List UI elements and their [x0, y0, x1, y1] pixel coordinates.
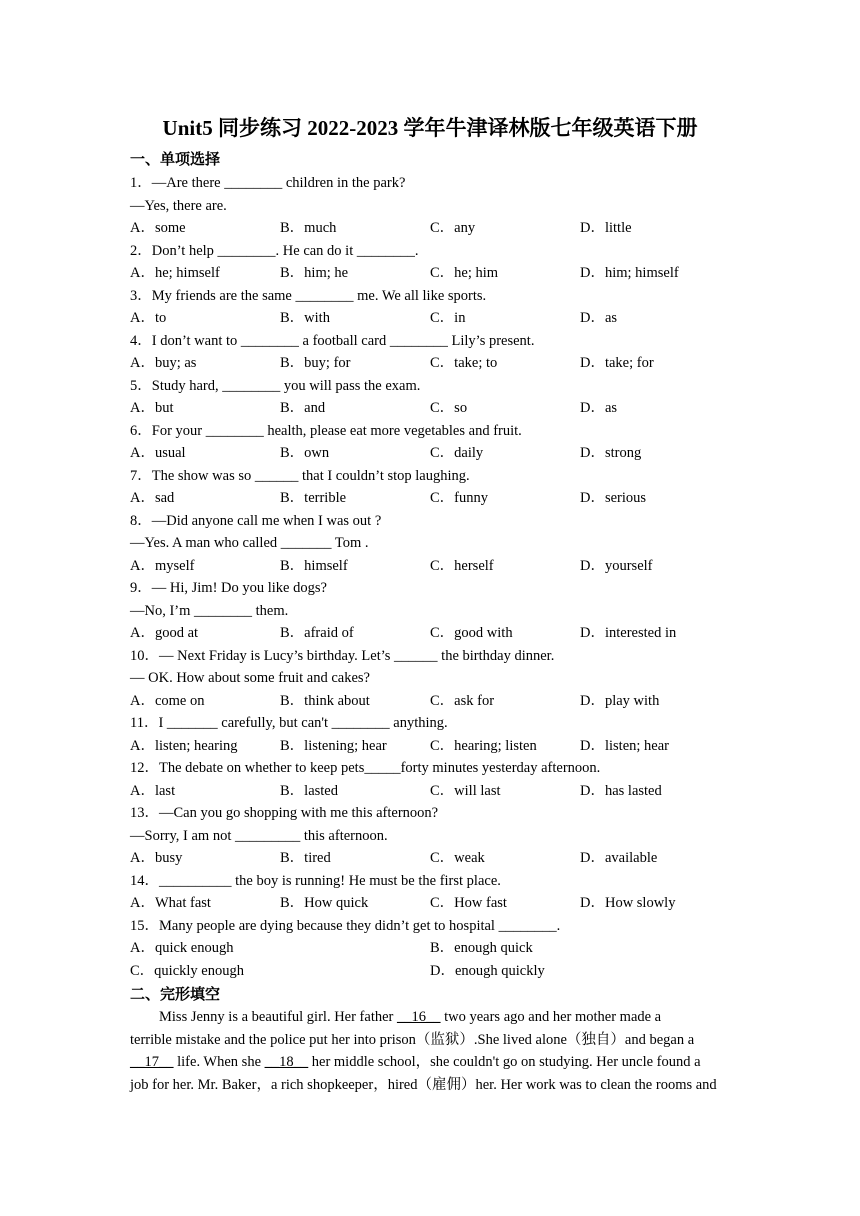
question-stem: 11．I _______ carefully, but can't ________ anything.	[130, 715, 448, 731]
question-stem: 14．__________ the boy is running! He must be the first place.	[130, 872, 501, 889]
passage-line: terrible mistake and the police put her into prison（监狱）.She lived alone（独自）and began a	[130, 1031, 695, 1048]
answer-option: A．good at	[130, 625, 199, 641]
question-stem: 1．—Are there ________ children in the park?	[130, 175, 406, 191]
answer-option: D．enough quickly	[430, 962, 545, 979]
answer-option: C．take; to	[430, 355, 498, 371]
answer-option: A．sad	[130, 490, 175, 506]
answer-option: B．much	[280, 220, 337, 236]
answer-option: C．herself	[430, 557, 494, 574]
answer-option: B．afraid of	[280, 625, 354, 641]
answer-option: C．so	[430, 400, 468, 416]
question-stem: 10．— Next Friday is Lucy’s birthday. Let’s ______ the birthday dinner.	[130, 647, 555, 664]
blank-18: __18__	[264, 1054, 309, 1070]
answer-option: B．lasted	[280, 782, 338, 799]
answer-option: C．in	[430, 310, 466, 326]
question-stem: 15．Many people are dying because they didn’t get to hospital ________.	[130, 917, 561, 934]
question-stem: 13．—Can you go shopping with me this afternoon?	[130, 805, 439, 821]
answer-option: C．ask for	[430, 692, 495, 709]
question-stem: 6．For your ________ health, please eat more vegetables and fruit.	[130, 422, 522, 439]
answer-option: B．himself	[280, 557, 348, 574]
question-reply: —Yes, there are.	[130, 197, 227, 214]
cloze-passage	[130, 1006, 730, 1096]
answer-option: A．some	[130, 220, 186, 236]
answer-option: D．serious	[580, 490, 647, 506]
page-title: Unit5 同步练习 2022-2023 学年牛津译林版七年级英语下册	[162, 116, 698, 140]
question-reply: —Sorry, I am not _________ this afternoon.	[130, 827, 388, 844]
answer-option: D．interested in	[580, 625, 677, 641]
answer-option: C．good with	[430, 625, 513, 641]
answer-option: D．little	[580, 220, 632, 236]
answer-option: A．quick enough	[130, 940, 234, 956]
passage-line: __17__ life. When she __18__ her middle school，she couldn't go on studying. Her uncle found a	[130, 1054, 701, 1070]
answer-option: C．will last	[430, 782, 501, 799]
passage-line: job for her. Mr. Baker，a rich shopkeeper，hired（雇佣）her. Her work was to clean the rooms and	[130, 1076, 717, 1093]
answer-option: A．but	[130, 400, 174, 416]
answer-option: B．think about	[280, 692, 370, 709]
answer-option: A．What fast	[130, 895, 211, 911]
answer-option: C．How fast	[430, 895, 507, 911]
answer-option: A．he; himself	[130, 265, 220, 281]
section-heading-multiple-choice: 一、单项选择	[130, 150, 221, 168]
question-stem: 9．— Hi, Jim! Do you like dogs?	[130, 580, 327, 596]
answer-option: B．him; he	[280, 265, 349, 281]
answer-option: D．has lasted	[580, 782, 662, 799]
answer-option: A．myself	[130, 557, 195, 574]
answer-option: B．and	[280, 400, 326, 416]
answer-option: A．busy	[130, 850, 183, 866]
answer-option: D．as	[580, 400, 618, 416]
section-heading-cloze: 二、完形填空	[130, 985, 221, 1003]
answer-option: D．How slowly	[580, 895, 676, 911]
answer-option: D．as	[580, 310, 618, 326]
answer-option: C．daily	[430, 445, 484, 461]
answer-option: A．listen; hearing	[130, 737, 238, 754]
answer-option: C．hearing; listen	[430, 737, 537, 754]
question-reply: —No, I’m ________ them.	[130, 602, 289, 619]
answer-option: D．him; himself	[580, 265, 679, 281]
answer-option: A．to	[130, 310, 167, 326]
question-stem: 3．My friends are the same ________ me. We all like sports.	[130, 287, 487, 304]
passage-line: Miss Jenny is a beautiful girl. Her father __16__ two years ago and her mother made a	[159, 1009, 662, 1025]
answer-option: B．listening; hear	[280, 737, 387, 754]
answer-option: A．buy; as	[130, 355, 197, 371]
answer-option: A．last	[130, 782, 176, 799]
answer-option: C．funny	[430, 490, 488, 506]
answer-option: B．terrible	[280, 490, 347, 506]
question-stem: 2．Don’t help ________. He can do it ________.	[130, 242, 419, 259]
answer-option: B．How quick	[280, 895, 369, 911]
question-reply: —Yes. A man who called _______ Tom .	[130, 535, 369, 551]
answer-option: C．quickly enough	[130, 962, 244, 979]
answer-option: D．available	[580, 850, 658, 866]
answer-option: B．with	[280, 310, 330, 326]
answer-option: B．tired	[280, 850, 331, 866]
answer-option: A．come on	[130, 692, 205, 709]
answer-option: B．buy; for	[280, 355, 351, 371]
blank-16: __16__	[396, 1009, 441, 1025]
answer-option: A．usual	[130, 445, 186, 461]
blank-17: __17__	[130, 1054, 174, 1070]
answer-option: C．he; him	[430, 265, 499, 281]
answer-option: B．own	[280, 445, 330, 461]
answer-option: D．take; for	[580, 355, 654, 371]
answer-option: D．strong	[580, 445, 642, 461]
question-stem: 7．The show was so ______ that I couldn’t stop laughing.	[130, 467, 470, 484]
answer-option: C．weak	[430, 850, 485, 866]
question-stem: 8．—Did anyone call me when I was out ?	[130, 512, 382, 529]
question-stem: 4．I don’t want to ________ a football card ________ Lily’s present.	[130, 332, 535, 349]
answer-option: D．yourself	[580, 557, 653, 574]
question-reply: — OK. How about some fruit and cakes?	[130, 670, 370, 686]
question-stem: 5．Study hard, ________ you will pass the exam.	[130, 377, 421, 394]
answer-option: D．play with	[580, 692, 660, 709]
answer-option: B．enough quick	[430, 940, 533, 956]
question-stem: 12．The debate on whether to keep pets_____forty minutes yesterday afternoon.	[130, 760, 601, 776]
answer-option: D．listen; hear	[580, 737, 669, 754]
answer-option: C．any	[430, 220, 476, 236]
